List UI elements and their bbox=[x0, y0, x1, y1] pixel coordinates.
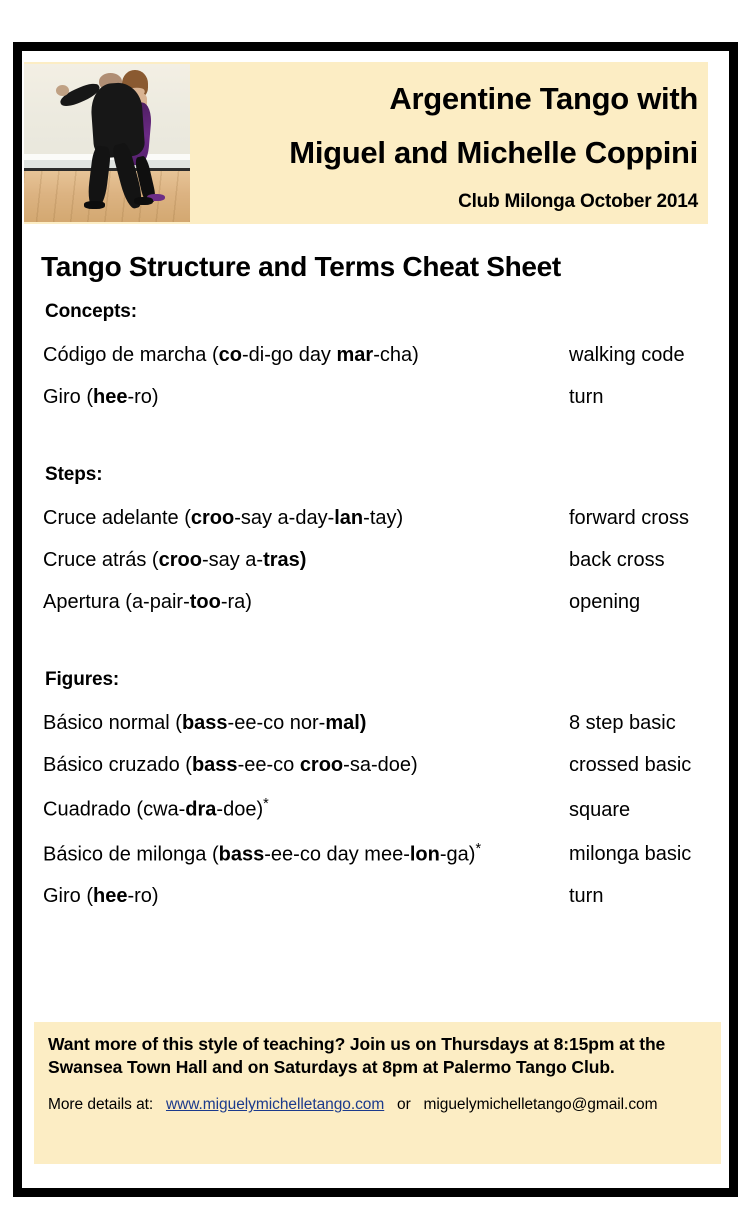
photo-leader-shoe-right bbox=[134, 197, 154, 205]
page-title: Tango Structure and Terms Cheat Sheet bbox=[41, 251, 561, 282]
term-name: Básico normal (bass-ee-co nor-mal) bbox=[43, 712, 367, 734]
term-meaning: milonga basic bbox=[569, 843, 692, 866]
terms-list bbox=[22, 301, 729, 906]
term-name: Apertura (a-pair-too-ra) bbox=[43, 591, 252, 613]
website-link[interactable]: www.miguelymichelletango.com bbox=[165, 1096, 385, 1114]
tango-couple-photo bbox=[24, 64, 190, 222]
section-heading-steps: Steps: bbox=[45, 464, 103, 485]
term-row bbox=[43, 886, 729, 906]
term-row bbox=[43, 508, 729, 528]
photo-leader-hand bbox=[56, 85, 69, 96]
document-frame bbox=[13, 42, 738, 1197]
footnote-marker: * bbox=[263, 796, 269, 812]
term-name: Cuadrado (cwa-dra-doe)* bbox=[43, 796, 269, 821]
term-meaning: turn bbox=[569, 386, 604, 408]
header-band bbox=[24, 62, 708, 224]
header-title-line2: Miguel and Michelle Coppini bbox=[289, 134, 698, 170]
header-text-block bbox=[190, 62, 708, 224]
term-name: Código de marcha (co-di-go day mar-cha) bbox=[43, 344, 419, 366]
document-body bbox=[22, 51, 729, 1188]
term-row bbox=[43, 797, 729, 820]
term-row bbox=[43, 345, 729, 365]
footer-headline: Want more of this style of teaching? Join us on Thursdays at 8:15pm at the Swansea Town Hall and on Saturdays at 8pm at Palermo Tango Club. bbox=[48, 1034, 666, 1078]
footer-conjunction: or bbox=[397, 1096, 411, 1114]
term-row bbox=[43, 387, 729, 407]
term-name: Básico de milonga (bass-ee-co day mee-lon-ga)* bbox=[43, 840, 482, 866]
header-title-line1: Argentine Tango with bbox=[389, 81, 698, 116]
term-meaning: back cross bbox=[569, 549, 665, 571]
term-name: Básico cruzado (bass-ee-co croo-sa-doe) bbox=[43, 754, 418, 776]
term-row bbox=[43, 713, 729, 733]
footer-contact-prefix: More details at: bbox=[48, 1096, 154, 1114]
term-row bbox=[43, 550, 729, 570]
footnote-marker: * bbox=[475, 840, 482, 857]
section-heading-concepts: Concepts: bbox=[45, 301, 137, 322]
section-heading-figures: Figures: bbox=[45, 669, 120, 690]
email-address: miguelymichelletango@gmail.com bbox=[423, 1096, 658, 1114]
photo-leader-shoe-left bbox=[84, 201, 106, 209]
term-meaning: 8 step basic bbox=[569, 712, 676, 734]
term-meaning: opening bbox=[569, 591, 641, 613]
term-name: Cruce atrás (croo-say a-tras) bbox=[43, 549, 307, 571]
footer-promo-box bbox=[34, 1022, 721, 1164]
term-name: Giro (hee-ro) bbox=[43, 885, 159, 908]
term-meaning: walking code bbox=[569, 344, 685, 366]
term-row bbox=[43, 842, 729, 865]
term-name: Cruce adelante (croo-say a-day-lan-tay) bbox=[43, 507, 404, 529]
term-name: Giro (hee-ro) bbox=[43, 386, 159, 408]
term-row bbox=[43, 755, 729, 775]
term-meaning: forward cross bbox=[569, 507, 690, 529]
term-meaning: crossed basic bbox=[569, 754, 692, 776]
footer-contact-line bbox=[48, 1096, 707, 1114]
term-meaning: square bbox=[569, 798, 631, 821]
header-subtitle: Club Milonga October 2014 bbox=[458, 191, 698, 213]
term-row bbox=[43, 592, 729, 612]
term-meaning: turn bbox=[569, 885, 604, 908]
